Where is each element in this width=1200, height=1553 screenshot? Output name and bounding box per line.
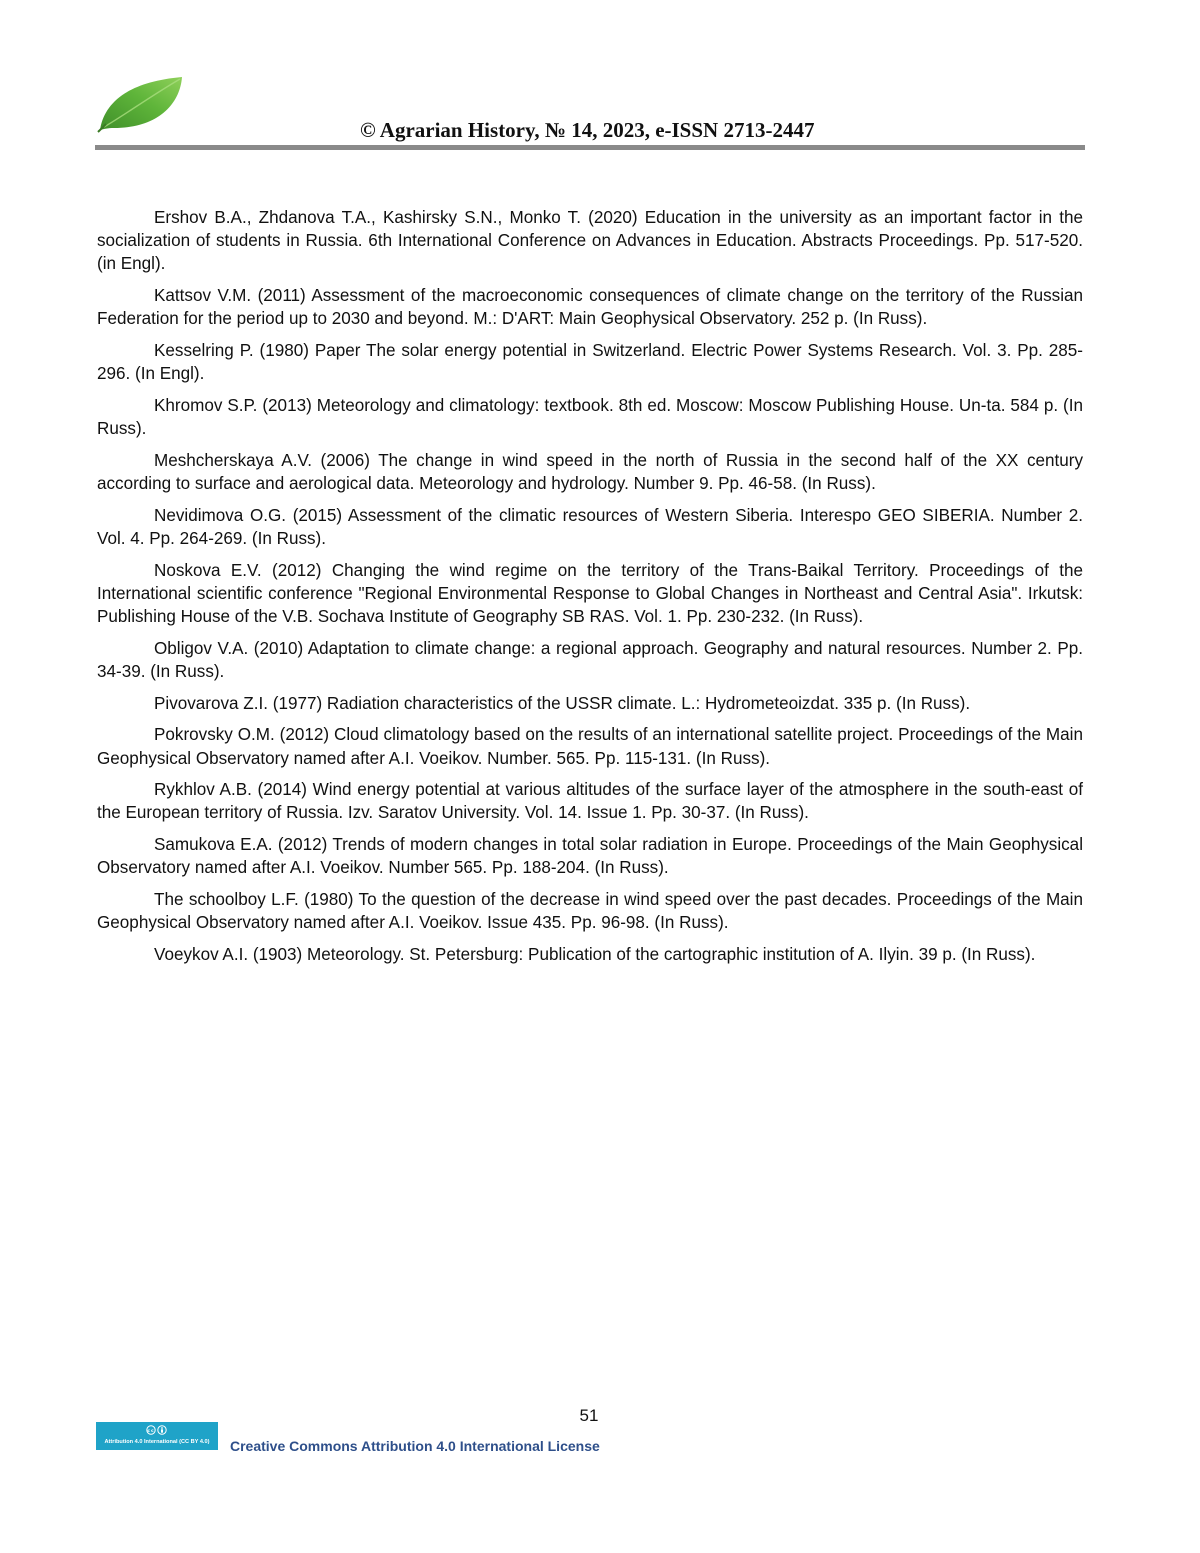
reference-item: Samukova E.A. (2012) Trends of modern changes in total solar radiation in Europe. Proceedings of the Main Geophysical Observatory named after A.I. Voeikov. Number 565. Pp. 188-204. (In Russ). — [97, 835, 1083, 878]
license-link[interactable]: Creative Commons Attribution 4.0 International License — [230, 1438, 600, 1454]
reference-item: Ershov B.A., Zhdanova T.A., Kashirsky S.N., Monko T. (2020) Education in the university as an important factor in the socialization of students in Russia. 6th International Conference on Advances in Education. Abstracts Proceedings. Pp. 517-520. (in Engl). — [97, 208, 1083, 274]
reference-item: Kesselring P. (1980) Paper The solar energy potential in Switzerland. Electric Power Systems Research. Vol. 3. Pp. 285-296. (In Engl). — [97, 341, 1083, 384]
reference-item: Kattsov V.M. (2011) Assessment of the macroeconomic consequences of climate change on the territory of the Russian Federation for the period up to 2030 and beyond. M.: D'ART: Main Geophysical Observatory. 252 p. (In Russ). — [97, 286, 1083, 329]
reference-item: Khromov S.P. (2013) Meteorology and climatology: textbook. 8th ed. Moscow: Moscow Publishing House. Un-ta. 584 p. (In Russ). — [97, 395, 1083, 439]
cc-badge-label: Attribution 4.0 International (CC BY 4.0) — [104, 1439, 210, 1445]
svg-text:cc: cc — [147, 1429, 155, 1434]
journal-header-title: © Agrarian History, № 14, 2023, e-ISSN 2713-2447 — [360, 118, 815, 142]
reference-item: Meshcherskaya A.V. (2006) The change in wind speed in the north of Russia in the second half of the XX century according to surface and aerological data. Meteorology and hydrology. Number 9. Pp. 46-58. (In Russ). — [97, 450, 1083, 494]
reference-item: Noskova E.V. (2012) Changing the wind regime on the territory of the Trans-Baikal Territory. Proceedings of the International scientific conference "Regional Environmental Response to Global Changes in Northeast and Central Asia". Irkutsk: Publishing House of the V.B. Sochava Institute of Geography SB RAS. Vol. 1. Pp. 230-232. (In Russ). — [97, 560, 1083, 627]
reference-item: The schoolboy L.F. (1980) To the question of the decrease in wind speed over the past decades. Proceedings of the Main Geophysical Observatory named after A.I. Voeikov. Issue 435. Pp. 96-98. (In Russ). — [97, 890, 1083, 933]
reference-item: Nevidimova O.G. (2015) Assessment of the climatic resources of Western Siberia. Interespo GEO SIBERIA. Number 2. Vol. 4. Pp. 264-269. (In Russ). — [97, 505, 1083, 548]
page-number: 51 — [579, 1406, 599, 1425]
cc-by-icon — [96, 1425, 218, 1437]
reference-item: Obligov V.A. (2010) Adaptation to climate change: a regional approach. Geography and natural resources. Number 2. Pp. 34-39. (In Russ). — [97, 638, 1083, 681]
green-leaf-icon — [96, 74, 188, 134]
header-divider — [95, 145, 1085, 150]
reference-item: Pokrovsky O.M. (2012) Cloud climatology based on the results of an international satellite project. Proceedings of the Main Geophysical Observatory named after A.I. Voeikov. Number. 565. Pp. 115-131. (In Russ). — [97, 725, 1083, 768]
reference-item: Pivovarova Z.I. (1977) Radiation characteristics of the USSR climate. L.: Hydrometeoizdat. 335 p. (In Russ). — [154, 693, 971, 713]
reference-item: Rykhlov A.B. (2014) Wind energy potential at various altitudes of the surface layer of the atmosphere in the south-east of the European territory of Russia. Izv. Saratov University. Vol. 14. Issue 1. Pp. 30-37. (In Russ). — [97, 780, 1083, 823]
reference-item: Voeykov A.I. (1903) Meteorology. St. Petersburg: Publication of the cartographic institution of A. Ilyin. 39 p. (In Russ). — [154, 944, 1036, 964]
reference-list — [97, 206, 1083, 975]
cc-license-badge[interactable] — [96, 1422, 218, 1450]
